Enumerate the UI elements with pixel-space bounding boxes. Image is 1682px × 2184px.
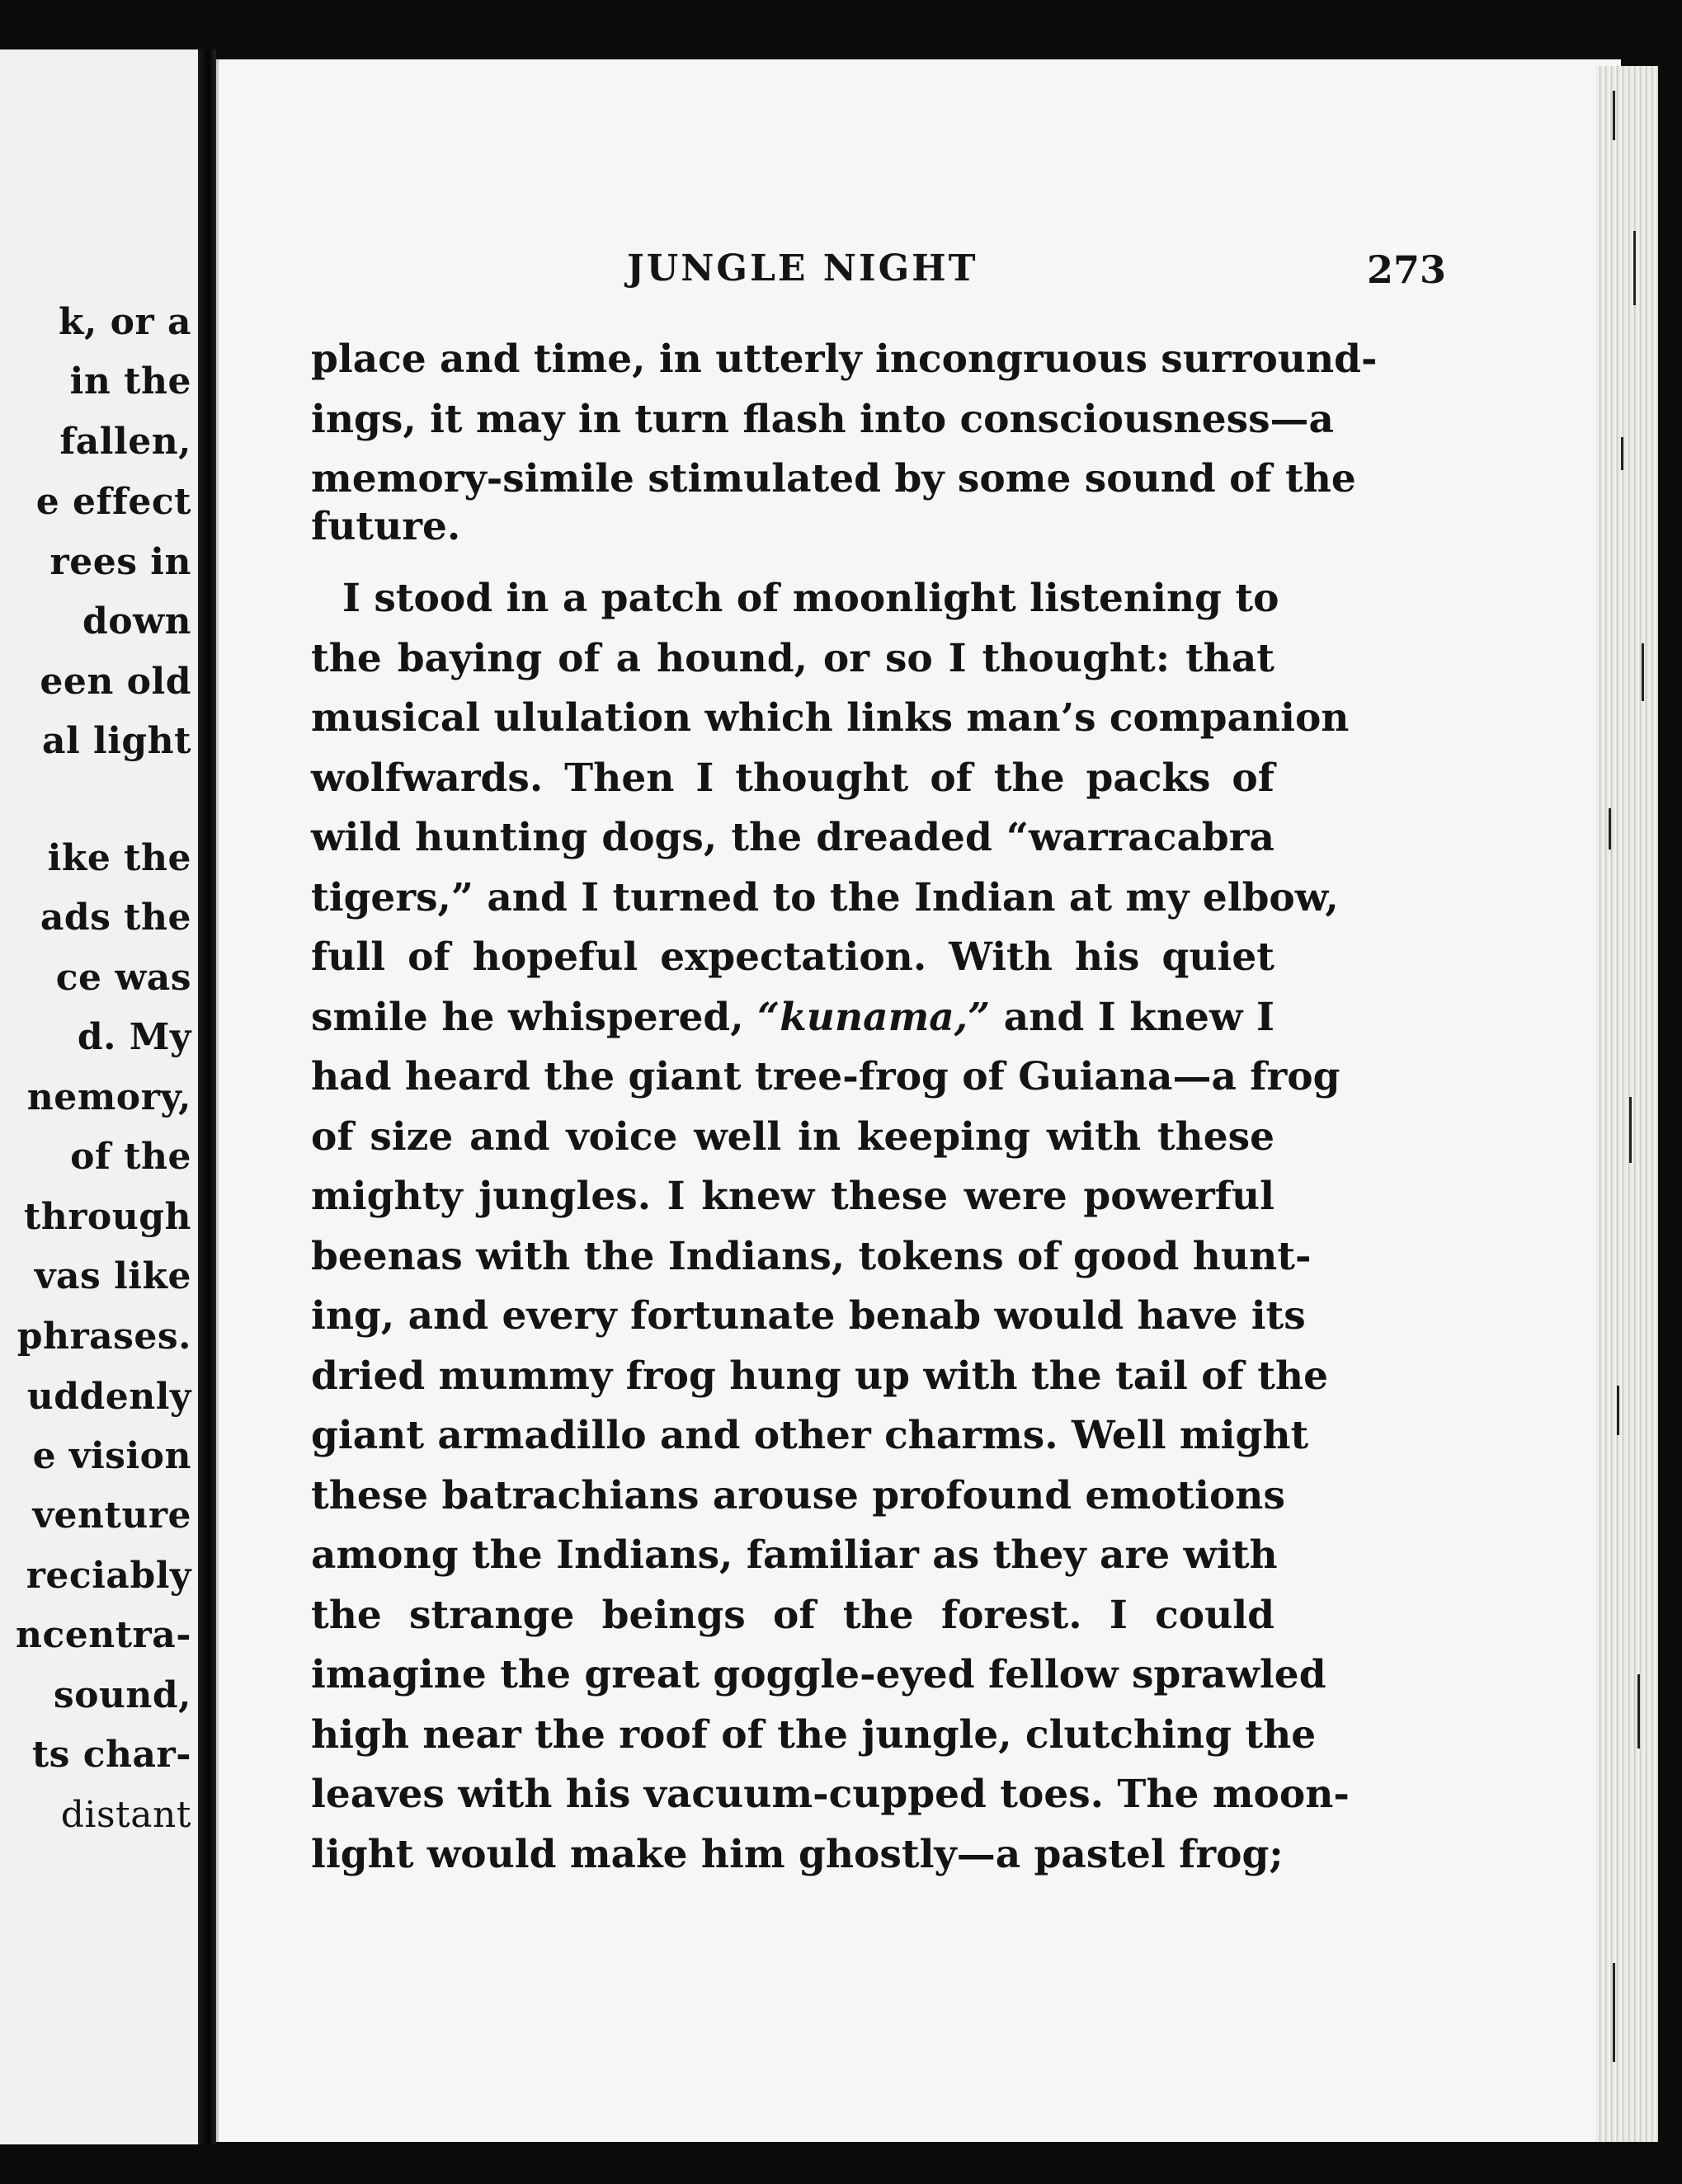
left-page-line: ike the xyxy=(47,837,191,879)
body-text-line: ing, and every fortunate benab would have its xyxy=(311,1293,1306,1339)
left-page-line: rees in xyxy=(49,541,191,583)
left-page-line: in the xyxy=(69,360,191,402)
body-text-line: place and time, in utterly incongruous surround- xyxy=(311,337,1378,382)
body-text-line: dried mummy frog hung up with the tail of the xyxy=(311,1353,1328,1399)
left-page-line: d. My xyxy=(77,1016,191,1058)
left-page-line: reciably xyxy=(26,1555,191,1597)
body-text-line-with-italic xyxy=(311,994,1274,1042)
book-gutter xyxy=(198,49,216,2144)
page-number: 273 xyxy=(1367,247,1447,292)
left-page-line: ads the xyxy=(40,897,191,939)
edge-speck xyxy=(1637,1674,1640,1749)
body-text-line: among the Indians, familiar as they are with xyxy=(311,1532,1278,1578)
edge-speck xyxy=(1629,1097,1632,1163)
left-page-line: een old xyxy=(40,661,191,703)
edge-speck xyxy=(1621,437,1623,470)
left-page-line: venture xyxy=(32,1494,191,1537)
body-text-line: beenas with the Indians, tokens of good hunt- xyxy=(311,1234,1312,1279)
left-page-line: e effect xyxy=(35,481,191,523)
edge-speck xyxy=(1613,91,1615,140)
left-page-line: distant xyxy=(60,1794,191,1836)
body-text-line: of size and voice well in keeping with these xyxy=(311,1114,1274,1160)
body-text-line: mighty jungles. I knew these were powerful xyxy=(311,1174,1274,1219)
body-text-line: full of hopeful expectation. With his quiet xyxy=(311,934,1274,980)
body-text-line: the strange beings of the forest. I could xyxy=(311,1593,1274,1638)
left-page-line: ce was xyxy=(55,957,191,999)
left-page-line: through xyxy=(23,1196,191,1238)
edge-speck xyxy=(1633,231,1636,305)
page-edge xyxy=(1596,66,1658,2153)
body-text-line: wolfwards. Then I thought of the packs of xyxy=(311,755,1274,801)
left-page-line: al light xyxy=(41,720,191,762)
body-text-segment: smile he whispered, xyxy=(311,995,744,1040)
edge-speck xyxy=(1642,643,1644,701)
body-text-line: giant armadillo and other charms. Well might xyxy=(311,1413,1309,1458)
body-text-line: tigers,” and I turned to the Indian at my elbow, xyxy=(311,875,1339,920)
left-page-line: ncentra- xyxy=(15,1614,191,1656)
body-text-line: light would make him ghostly—a pastel frog; xyxy=(311,1832,1284,1877)
left-page-line: vas like xyxy=(34,1255,191,1297)
body-text-line: musical ululation which links man’s companion xyxy=(311,695,1350,741)
body-text-line: had heard the giant tree-frog of Guiana—a frog xyxy=(311,1054,1340,1099)
edge-speck xyxy=(1609,808,1611,850)
left-page-line: down xyxy=(82,600,191,642)
body-text-line: high near the roof of the jungle, clutching the xyxy=(311,1712,1317,1758)
body-text-line: leaves with his vacuum-cupped toes. The moon- xyxy=(311,1772,1350,1817)
body-text-line: wild hunting dogs, the dreaded “warracabra xyxy=(311,815,1274,860)
body-text-line: these batrachians arouse profound emotions xyxy=(311,1473,1285,1518)
left-page-line: of the xyxy=(70,1136,191,1178)
scan-border xyxy=(216,2142,1660,2184)
left-page-line: e vision xyxy=(32,1435,191,1477)
left-page-line: phrases. xyxy=(16,1316,191,1358)
left-page-line: ts char- xyxy=(31,1734,191,1776)
body-text-line: the baying of a hound, or so I thought: that xyxy=(311,636,1274,681)
body-text-segment: and I knew I xyxy=(1003,995,1274,1040)
edge-speck xyxy=(1617,1386,1619,1435)
left-page-line: uddenly xyxy=(26,1376,191,1418)
left-page-line: fallen, xyxy=(59,421,191,463)
left-page-line: sound, xyxy=(53,1674,191,1716)
running-title: JUNGLE NIGHT xyxy=(627,247,978,289)
left-page-line: nemory, xyxy=(26,1076,191,1118)
body-text-line: ings, it may in turn flash into consciousness—a xyxy=(311,397,1334,442)
italic-word-kunama: “kunama,” xyxy=(757,995,991,1040)
body-text-line: imagine the great goggle-eyed fellow sprawled xyxy=(311,1652,1326,1697)
body-text-line: future. xyxy=(311,504,461,549)
body-text-line: memory-simile stimulated by some sound of the xyxy=(311,456,1356,501)
left-page-line: k, or a xyxy=(59,301,191,343)
edge-speck xyxy=(1613,1963,1615,2062)
page-header xyxy=(219,247,1621,297)
body-text-line: I stood in a patch of moonlight listening to xyxy=(342,576,1279,621)
right-page xyxy=(216,59,1621,2142)
left-page xyxy=(0,49,198,2144)
